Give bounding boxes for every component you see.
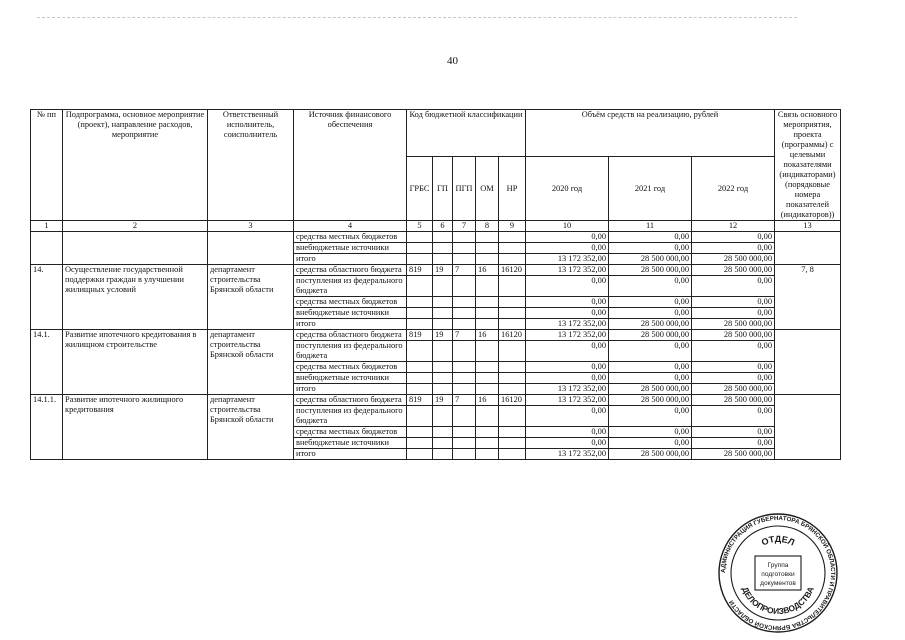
header-grbs: ГРБС <box>407 157 433 221</box>
amount-2022-cell: 28 500 000,00 <box>692 265 775 276</box>
code-nr-cell <box>499 297 526 308</box>
amount-2020-cell: 13 172 352,00 <box>526 395 609 406</box>
code-om-cell <box>476 308 499 319</box>
table-row <box>31 395 841 406</box>
number-cell <box>31 232 63 265</box>
code-nr-cell <box>499 232 526 243</box>
code-pgp-cell <box>453 276 476 297</box>
program-cell: Осуществление государственной поддержки граждан в улучшении жилищных условий <box>63 265 208 330</box>
code-pgp-cell <box>453 254 476 265</box>
code-om-cell <box>476 438 499 449</box>
amount-2021-cell: 28 500 000,00 <box>609 319 692 330</box>
code-pgp-cell <box>453 438 476 449</box>
code-grbs-cell <box>407 232 433 243</box>
amount-2021-cell: 28 500 000,00 <box>609 254 692 265</box>
amount-2020-cell: 0,00 <box>526 232 609 243</box>
amount-2022-cell: 0,00 <box>692 243 775 254</box>
header-executor: Ответственный исполнитель, соисполнитель <box>208 110 294 221</box>
amount-2020-cell: 0,00 <box>526 362 609 373</box>
source-cell: средства местных бюджетов <box>294 297 407 308</box>
code-nr-cell <box>499 373 526 384</box>
code-om-cell <box>476 341 499 362</box>
code-pgp-cell <box>453 297 476 308</box>
number-cell: 14.1.1. <box>31 395 63 460</box>
amount-2022-cell: 28 500 000,00 <box>692 395 775 406</box>
table-row <box>31 265 841 276</box>
code-gp-cell: 19 <box>433 395 453 406</box>
code-nr-cell <box>499 362 526 373</box>
amount-2020-cell: 0,00 <box>526 243 609 254</box>
code-om-cell <box>476 427 499 438</box>
code-gp-cell <box>433 362 453 373</box>
amount-2022-cell: 0,00 <box>692 276 775 297</box>
header-2020: 2020 год <box>526 157 609 221</box>
code-om-cell: 16 <box>476 395 499 406</box>
column-number: 9 <box>499 221 526 232</box>
code-grbs-cell <box>407 308 433 319</box>
executor-cell <box>208 232 294 265</box>
column-number: 12 <box>692 221 775 232</box>
code-om-cell <box>476 449 499 460</box>
code-nr-cell: 16120 <box>499 330 526 341</box>
number-cell: 14.1. <box>31 330 63 395</box>
code-gp-cell <box>433 276 453 297</box>
amount-2020-cell: 13 172 352,00 <box>526 449 609 460</box>
code-om-cell <box>476 362 499 373</box>
amount-2022-cell: 28 500 000,00 <box>692 449 775 460</box>
header-gp: ГП <box>433 157 453 221</box>
amount-2021-cell: 0,00 <box>609 341 692 362</box>
code-gp-cell: 19 <box>433 330 453 341</box>
amount-2021-cell: 28 500 000,00 <box>609 330 692 341</box>
code-om-cell <box>476 276 499 297</box>
amount-2021-cell: 0,00 <box>609 406 692 427</box>
code-gp-cell <box>433 254 453 265</box>
amount-2021-cell: 28 500 000,00 <box>609 265 692 276</box>
code-grbs-cell <box>407 243 433 254</box>
header-program: Подпрограмма, основное мероприятие (проект), направление расходов, мероприятие <box>63 110 208 221</box>
column-number: 7 <box>453 221 476 232</box>
table-row <box>31 232 841 243</box>
amount-2021-cell: 0,00 <box>609 362 692 373</box>
column-number: 1 <box>31 221 63 232</box>
source-cell: поступления из федерального бюджета <box>294 406 407 427</box>
amount-2022-cell: 28 500 000,00 <box>692 319 775 330</box>
amount-2020-cell: 0,00 <box>526 438 609 449</box>
table-body <box>31 232 841 460</box>
indicator-link-cell <box>775 330 841 395</box>
code-pgp-cell <box>453 232 476 243</box>
code-pgp-cell <box>453 341 476 362</box>
header-nr: НР <box>499 157 526 221</box>
executor-cell: департамент строительства Брянской области <box>208 265 294 330</box>
code-nr-cell <box>499 308 526 319</box>
amount-2022-cell: 0,00 <box>692 438 775 449</box>
code-gp-cell: 19 <box>433 265 453 276</box>
source-cell: внебюджетные источники <box>294 438 407 449</box>
code-om-cell: 16 <box>476 330 499 341</box>
amount-2020-cell: 0,00 <box>526 276 609 297</box>
amount-2020-cell: 0,00 <box>526 406 609 427</box>
code-gp-cell <box>433 449 453 460</box>
code-pgp-cell: 7 <box>453 330 476 341</box>
code-pgp-cell <box>453 308 476 319</box>
code-pgp-cell <box>453 449 476 460</box>
code-gp-cell <box>433 384 453 395</box>
code-om-cell <box>476 297 499 308</box>
amount-2021-cell: 0,00 <box>609 308 692 319</box>
code-om-cell <box>476 243 499 254</box>
code-pgp-cell <box>453 384 476 395</box>
amount-2020-cell: 0,00 <box>526 341 609 362</box>
source-cell: средства местных бюджетов <box>294 232 407 243</box>
indicator-link-cell <box>775 232 841 265</box>
column-number: 11 <box>609 221 692 232</box>
code-gp-cell <box>433 308 453 319</box>
code-nr-cell <box>499 341 526 362</box>
column-number: 10 <box>526 221 609 232</box>
amount-2020-cell: 13 172 352,00 <box>526 254 609 265</box>
stamp-ring-text: АДМИНИСТРАЦИЯ ГУБЕРНАТОРА БРЯНСКОЙ ОБЛАСТИ И ПРАВИТЕЛЬСТВА БРЯНСКОЙ ОБЛАСТИ <box>719 514 837 632</box>
code-grbs-cell <box>407 438 433 449</box>
code-grbs-cell: 819 <box>407 330 433 341</box>
number-cell: 14. <box>31 265 63 330</box>
code-grbs-cell: 819 <box>407 395 433 406</box>
code-grbs-cell <box>407 297 433 308</box>
code-pgp-cell <box>453 243 476 254</box>
amount-2022-cell: 0,00 <box>692 308 775 319</box>
code-pgp-cell: 7 <box>453 395 476 406</box>
header-2022: 2022 год <box>692 157 775 221</box>
code-nr-cell <box>499 384 526 395</box>
source-cell: средства местных бюджетов <box>294 427 407 438</box>
source-cell: внебюджетные источники <box>294 308 407 319</box>
amount-2020-cell: 13 172 352,00 <box>526 319 609 330</box>
indicator-link-cell: 7, 8 <box>775 265 841 330</box>
source-cell: итого <box>294 254 407 265</box>
executor-cell: департамент строительства Брянской области <box>208 330 294 395</box>
code-om-cell <box>476 373 499 384</box>
code-nr-cell: 16120 <box>499 395 526 406</box>
source-cell: средства областного бюджета <box>294 395 407 406</box>
amount-2020-cell: 0,00 <box>526 297 609 308</box>
code-gp-cell <box>433 319 453 330</box>
code-om-cell <box>476 232 499 243</box>
code-om-cell <box>476 319 499 330</box>
source-cell: внебюджетные источники <box>294 243 407 254</box>
program-cell <box>63 232 208 265</box>
code-gp-cell <box>433 427 453 438</box>
code-pgp-cell <box>453 406 476 427</box>
code-gp-cell <box>433 232 453 243</box>
code-grbs-cell <box>407 406 433 427</box>
amount-2022-cell: 0,00 <box>692 406 775 427</box>
column-number: 3 <box>208 221 294 232</box>
amount-2022-cell: 0,00 <box>692 232 775 243</box>
indicator-link-cell <box>775 395 841 460</box>
amount-2022-cell: 28 500 000,00 <box>692 384 775 395</box>
amount-2022-cell: 0,00 <box>692 297 775 308</box>
amount-2021-cell: 0,00 <box>609 373 692 384</box>
column-number: 6 <box>433 221 453 232</box>
program-cell: Развитие ипотечного жилищного кредитования <box>63 395 208 460</box>
code-om-cell <box>476 254 499 265</box>
amount-2020-cell: 0,00 <box>526 308 609 319</box>
amount-2022-cell: 0,00 <box>692 341 775 362</box>
code-nr-cell <box>499 319 526 330</box>
amount-2022-cell: 0,00 <box>692 427 775 438</box>
table-row <box>31 330 841 341</box>
code-pgp-cell <box>453 319 476 330</box>
source-cell: итого <box>294 319 407 330</box>
amount-2022-cell: 0,00 <box>692 362 775 373</box>
amount-2021-cell: 28 500 000,00 <box>609 449 692 460</box>
code-pgp-cell: 7 <box>453 265 476 276</box>
source-cell: средства местных бюджетов <box>294 362 407 373</box>
top-scan-line <box>37 17 797 18</box>
code-nr-cell <box>499 254 526 265</box>
code-grbs-cell <box>407 276 433 297</box>
stamp-center-line-3: документов <box>760 580 796 587</box>
column-number-row <box>31 221 841 232</box>
code-gp-cell <box>433 373 453 384</box>
stamp-center-line-2: подготовки <box>761 571 795 578</box>
amount-2021-cell: 0,00 <box>609 427 692 438</box>
code-grbs-cell <box>407 384 433 395</box>
amount-2021-cell: 0,00 <box>609 276 692 297</box>
amount-2020-cell: 13 172 352,00 <box>526 384 609 395</box>
amount-2021-cell: 0,00 <box>609 232 692 243</box>
header-2021: 2021 год <box>609 157 692 221</box>
header-budget-code: Код бюджетной классификации <box>407 110 526 157</box>
code-nr-cell <box>499 449 526 460</box>
amount-2022-cell: 0,00 <box>692 373 775 384</box>
code-grbs-cell <box>407 341 433 362</box>
code-om-cell <box>476 406 499 427</box>
code-grbs-cell: 819 <box>407 265 433 276</box>
stamp-dept-bottom: ДЕЛОПРОИЗВОДСТВА <box>740 585 816 617</box>
header-om: ОМ <box>476 157 499 221</box>
source-cell: поступления из федерального бюджета <box>294 341 407 362</box>
amount-2021-cell: 0,00 <box>609 243 692 254</box>
stamp-dept-top: ОТДЕЛ <box>759 533 797 548</box>
header-volume: Объём средств на реализацию, рублей <box>526 110 775 157</box>
page-number: 40 <box>447 55 458 67</box>
code-grbs-cell <box>407 427 433 438</box>
amount-2022-cell: 28 500 000,00 <box>692 254 775 265</box>
code-gp-cell <box>433 297 453 308</box>
code-nr-cell: 16120 <box>499 265 526 276</box>
code-nr-cell <box>499 427 526 438</box>
amount-2020-cell: 13 172 352,00 <box>526 330 609 341</box>
amount-2022-cell: 28 500 000,00 <box>692 330 775 341</box>
amount-2021-cell: 28 500 000,00 <box>609 384 692 395</box>
header-number: № пп <box>31 110 63 221</box>
header-indicator-link: Связь основного мероприятия, проекта (программы) с целевыми показателями (индикаторами) (порядковые номера показателей (индикаторов)) <box>775 110 841 221</box>
code-nr-cell <box>499 276 526 297</box>
amount-2021-cell: 0,00 <box>609 297 692 308</box>
column-number: 13 <box>775 221 841 232</box>
program-cell: Развитие ипотечного кредитования в жилищном строительстве <box>63 330 208 395</box>
code-pgp-cell <box>453 373 476 384</box>
official-stamp <box>717 512 839 634</box>
source-cell: средства областного бюджета <box>294 330 407 341</box>
source-cell: внебюджетные источники <box>294 373 407 384</box>
executor-cell: департамент строительства Брянской области <box>208 395 294 460</box>
code-om-cell: 16 <box>476 265 499 276</box>
code-grbs-cell <box>407 373 433 384</box>
amount-2020-cell: 0,00 <box>526 427 609 438</box>
code-grbs-cell <box>407 319 433 330</box>
column-number: 5 <box>407 221 433 232</box>
column-number: 4 <box>294 221 407 232</box>
amount-2020-cell: 0,00 <box>526 373 609 384</box>
column-number: 2 <box>63 221 208 232</box>
source-cell: итого <box>294 449 407 460</box>
code-nr-cell <box>499 243 526 254</box>
budget-table <box>30 109 841 460</box>
amount-2021-cell: 0,00 <box>609 438 692 449</box>
code-gp-cell <box>433 438 453 449</box>
code-pgp-cell <box>453 362 476 373</box>
source-cell: итого <box>294 384 407 395</box>
amount-2021-cell: 28 500 000,00 <box>609 395 692 406</box>
code-gp-cell <box>433 406 453 427</box>
source-cell: поступления из федерального бюджета <box>294 276 407 297</box>
code-pgp-cell <box>453 427 476 438</box>
code-gp-cell <box>433 243 453 254</box>
column-number: 8 <box>476 221 499 232</box>
code-gp-cell <box>433 341 453 362</box>
stamp-center-line-1: Группа <box>767 562 789 569</box>
code-nr-cell <box>499 406 526 427</box>
code-grbs-cell <box>407 254 433 265</box>
code-grbs-cell <box>407 362 433 373</box>
header-source: Источник финансового обеспечения <box>294 110 407 221</box>
code-grbs-cell <box>407 449 433 460</box>
code-nr-cell <box>499 438 526 449</box>
amount-2020-cell: 13 172 352,00 <box>526 265 609 276</box>
source-cell: средства областного бюджета <box>294 265 407 276</box>
header-pgp: ПГП <box>453 157 476 221</box>
code-om-cell <box>476 384 499 395</box>
